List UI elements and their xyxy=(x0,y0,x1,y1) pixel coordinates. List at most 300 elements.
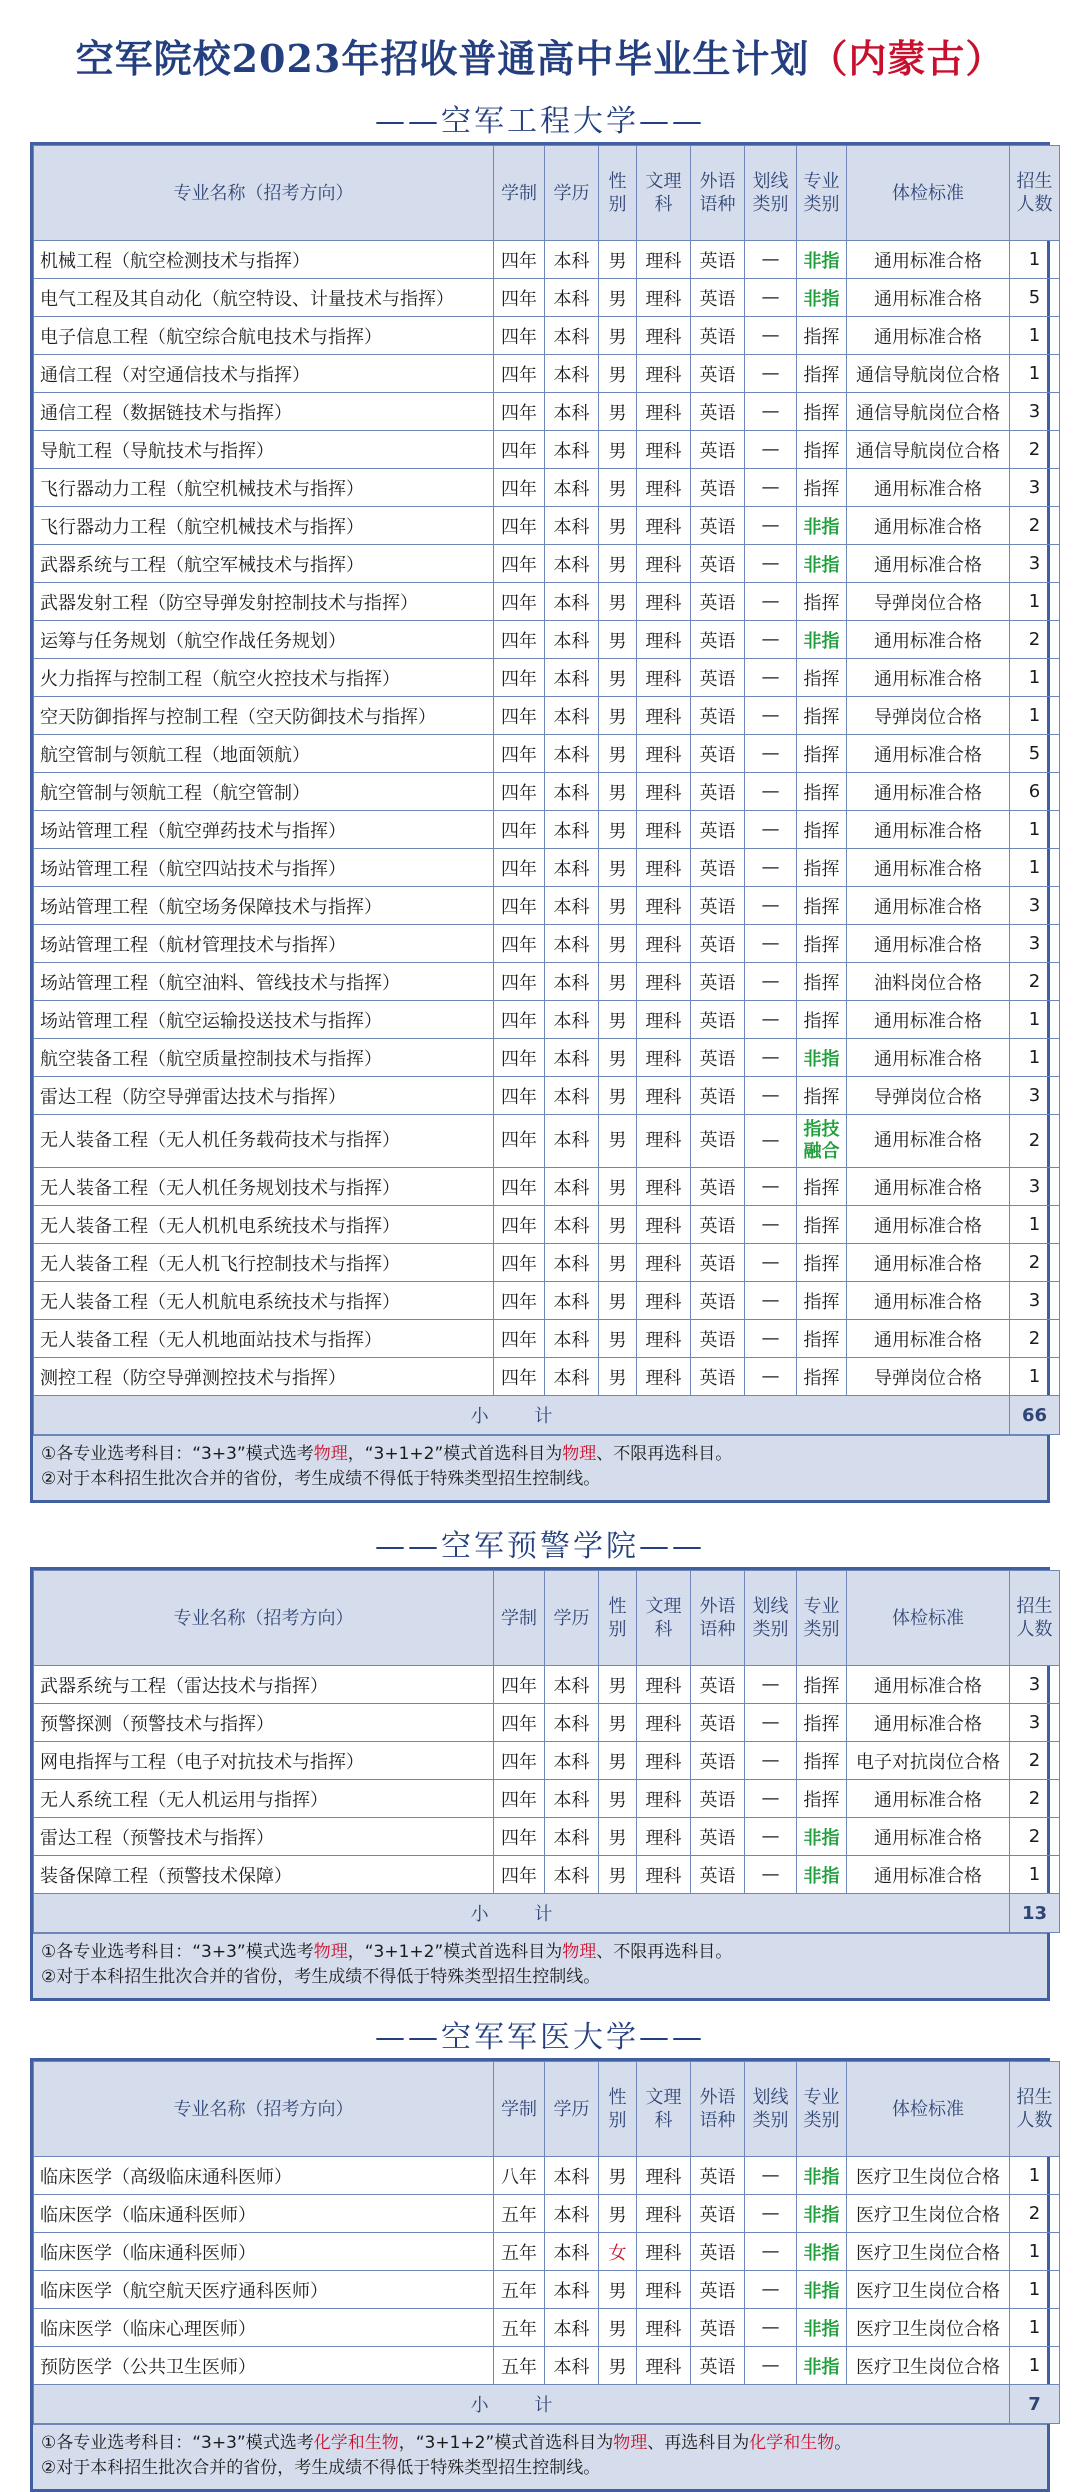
cell-xueli: 本科 xyxy=(545,811,599,849)
cell-tijian: 通用标准合格 xyxy=(847,469,1010,507)
cell-huaxian: — xyxy=(745,925,797,963)
cell-waiyu: 英语 xyxy=(691,773,745,811)
plan-table-frame xyxy=(30,2058,1053,2492)
cell-xueli: 本科 xyxy=(545,1856,599,1894)
cell-tijian: 导弹岗位合格 xyxy=(847,1358,1010,1396)
cell-xuezhi: 四年 xyxy=(494,1039,545,1077)
cell-name: 运筹与任务规划（航空作战任务规划） xyxy=(34,621,494,659)
table-row xyxy=(34,1818,1060,1856)
cell-wenli: 理科 xyxy=(637,887,691,925)
cell-wenli: 理科 xyxy=(637,2309,691,2347)
header-wenli: 文理科 xyxy=(637,146,691,241)
note-line-2: ②对于本科招生批次合并的省份，考生成绩不得低于特殊类型招生控制线。 xyxy=(41,1967,601,1987)
table-row xyxy=(34,1206,1060,1244)
table-row xyxy=(34,393,1060,431)
cell-waiyu: 英语 xyxy=(691,1282,745,1320)
table-row xyxy=(34,2233,1060,2271)
cell-huaxian: — xyxy=(745,1115,797,1168)
cell-waiyu: 英语 xyxy=(691,735,745,773)
cell-huaxian: — xyxy=(745,2271,797,2309)
cell-wenli: 理科 xyxy=(637,1282,691,1320)
cell-tijian: 通用标准合格 xyxy=(847,1856,1010,1894)
cell-xueli: 本科 xyxy=(545,1168,599,1206)
cell-xueli: 本科 xyxy=(545,1742,599,1780)
table-header-row xyxy=(34,1571,1060,1666)
cell-xingbie: 男 xyxy=(599,1206,637,1244)
plan-table-frame xyxy=(30,142,1053,1503)
cell-name: 火力指挥与控制工程（航空火控技术与指挥） xyxy=(34,659,494,697)
cell-xingbie: 男 xyxy=(599,1282,637,1320)
note-text: ①各专业选考科目：“3+3”模式选考 xyxy=(41,1444,314,1464)
cell-wenli: 理科 xyxy=(637,659,691,697)
cell-xingbie: 男 xyxy=(599,241,637,279)
cell-renshu: 1 xyxy=(1010,2271,1060,2309)
cell-xingbie: 男 xyxy=(599,1077,637,1115)
cell-zhuanye: 指挥 xyxy=(797,659,847,697)
cell-name: 装备保障工程（预警技术保障） xyxy=(34,1856,494,1894)
cell-xuezhi: 五年 xyxy=(494,2195,545,2233)
cell-xingbie: 男 xyxy=(599,2271,637,2309)
section-heading: ——空军工程大学—— xyxy=(375,104,705,139)
cell-renshu: 2 xyxy=(1010,1742,1060,1780)
table-row xyxy=(34,697,1060,735)
cell-tijian: 通用标准合格 xyxy=(847,1001,1010,1039)
cell-name: 电子信息工程（航空综合航电技术与指挥） xyxy=(34,317,494,355)
cell-name: 通信工程（对空通信技术与指挥） xyxy=(34,355,494,393)
note-text: ，“3+1+2”模式首选科目为 xyxy=(347,1942,563,1962)
cell-wenli: 理科 xyxy=(637,621,691,659)
cell-tijian: 电子对抗岗位合格 xyxy=(847,1742,1010,1780)
cell-tijian: 通用标准合格 xyxy=(847,279,1010,317)
cell-wenli: 理科 xyxy=(637,811,691,849)
cell-xueli: 本科 xyxy=(545,1244,599,1282)
cell-name: 电气工程及其自动化（航空特设、计量技术与指挥） xyxy=(34,279,494,317)
cell-huaxian: — xyxy=(745,1001,797,1039)
cell-huaxian: — xyxy=(745,1206,797,1244)
cell-xueli: 本科 xyxy=(545,1780,599,1818)
cell-zhuanye: 指挥 xyxy=(797,1742,847,1780)
note-text: ，“3+1+2”模式首选科目为 xyxy=(347,1444,563,1464)
header-name: 专业名称（招考方向） xyxy=(34,2062,494,2157)
cell-xuezhi: 四年 xyxy=(494,621,545,659)
cell-zhuanye: 非指 xyxy=(797,2347,847,2385)
cell-renshu: 1 xyxy=(1010,1001,1060,1039)
cell-renshu: 6 xyxy=(1010,773,1060,811)
cell-zhuanye: 指挥 xyxy=(797,963,847,1001)
cell-huaxian: — xyxy=(745,1244,797,1282)
table-row xyxy=(34,811,1060,849)
cell-xueli: 本科 xyxy=(545,469,599,507)
cell-huaxian: — xyxy=(745,2309,797,2347)
cell-zhuanye: 非指 xyxy=(797,545,847,583)
plan-table xyxy=(33,145,1060,1435)
cell-zhuanye: 指挥 xyxy=(797,1001,847,1039)
note-line-1 xyxy=(41,1442,1039,1467)
cell-tijian: 通用标准合格 xyxy=(847,1206,1010,1244)
cell-xingbie: 男 xyxy=(599,507,637,545)
cell-waiyu: 英语 xyxy=(691,1742,745,1780)
cell-xingbie: 男 xyxy=(599,583,637,621)
note-highlight: 物理 xyxy=(613,2433,648,2453)
cell-tijian: 通用标准合格 xyxy=(847,1039,1010,1077)
cell-tijian: 医疗卫生岗位合格 xyxy=(847,2157,1010,2195)
table-row xyxy=(34,621,1060,659)
cell-xuezhi: 四年 xyxy=(494,507,545,545)
cell-name: 临床医学（高级临床通科医师） xyxy=(34,2157,494,2195)
cell-waiyu: 英语 xyxy=(691,545,745,583)
table-row xyxy=(34,963,1060,1001)
subtotal-value: 13 xyxy=(1010,1894,1060,1933)
table-row xyxy=(34,507,1060,545)
cell-zhuanye: 指挥 xyxy=(797,431,847,469)
cell-renshu: 3 xyxy=(1010,545,1060,583)
cell-name: 临床医学（航空航天医疗通科医师） xyxy=(34,2271,494,2309)
cell-xingbie: 男 xyxy=(599,1666,637,1704)
cell-xueli: 本科 xyxy=(545,2347,599,2385)
cell-huaxian: — xyxy=(745,355,797,393)
cell-xingbie: 男 xyxy=(599,1168,637,1206)
cell-huaxian: — xyxy=(745,697,797,735)
cell-huaxian: — xyxy=(745,773,797,811)
table-row xyxy=(34,1742,1060,1780)
subtotal-label: 小 计 xyxy=(34,1894,1010,1933)
cell-tijian: 通用标准合格 xyxy=(847,241,1010,279)
cell-huaxian: — xyxy=(745,1704,797,1742)
cell-huaxian: — xyxy=(745,1320,797,1358)
cell-waiyu: 英语 xyxy=(691,355,745,393)
cell-xuezhi: 四年 xyxy=(494,1818,545,1856)
cell-xuezhi: 四年 xyxy=(494,1742,545,1780)
table-row xyxy=(34,849,1060,887)
cell-renshu: 1 xyxy=(1010,1206,1060,1244)
cell-xingbie: 男 xyxy=(599,431,637,469)
cell-xueli: 本科 xyxy=(545,1039,599,1077)
cell-xueli: 本科 xyxy=(545,241,599,279)
cell-xueli: 本科 xyxy=(545,2157,599,2195)
header-xuezhi: 学制 xyxy=(494,2062,545,2157)
table-row xyxy=(34,2195,1060,2233)
cell-xuezhi: 四年 xyxy=(494,659,545,697)
cell-huaxian: — xyxy=(745,2195,797,2233)
cell-name: 飞行器动力工程（航空机械技术与指挥） xyxy=(34,507,494,545)
cell-xuezhi: 四年 xyxy=(494,1704,545,1742)
cell-xueli: 本科 xyxy=(545,963,599,1001)
cell-waiyu: 英语 xyxy=(691,2271,745,2309)
note-text: ①各专业选考科目：“3+3”模式选考 xyxy=(41,2433,314,2453)
subtotal-row xyxy=(34,1396,1060,1435)
cell-zhuanye: 非指 xyxy=(797,621,847,659)
cell-zhuanye: 指挥 xyxy=(797,355,847,393)
cell-xueli: 本科 xyxy=(545,2233,599,2271)
cell-tijian: 通用标准合格 xyxy=(847,887,1010,925)
cell-zhuanye: 指挥 xyxy=(797,1206,847,1244)
cell-huaxian: — xyxy=(745,1039,797,1077)
cell-wenli: 理科 xyxy=(637,2233,691,2271)
header-tijian: 体检标准 xyxy=(847,2062,1010,2157)
table-row xyxy=(34,1168,1060,1206)
cell-name: 无人系统工程（无人机运用与指挥） xyxy=(34,1780,494,1818)
cell-waiyu: 英语 xyxy=(691,1780,745,1818)
cell-xuezhi: 四年 xyxy=(494,1282,545,1320)
cell-tijian: 通用标准合格 xyxy=(847,811,1010,849)
cell-wenli: 理科 xyxy=(637,507,691,545)
cell-tijian: 通用标准合格 xyxy=(847,1168,1010,1206)
header-xingbie: 性别 xyxy=(599,146,637,241)
table-row xyxy=(34,241,1060,279)
cell-tijian: 通用标准合格 xyxy=(847,1780,1010,1818)
cell-waiyu: 英语 xyxy=(691,811,745,849)
cell-xuezhi: 四年 xyxy=(494,1244,545,1282)
table-row xyxy=(34,887,1060,925)
cell-wenli: 理科 xyxy=(637,1077,691,1115)
header-renshu: 招生人数 xyxy=(1010,1571,1060,1666)
cell-name: 武器系统与工程（航空军械技术与指挥） xyxy=(34,545,494,583)
cell-zhuanye: 指挥 xyxy=(797,1780,847,1818)
cell-xingbie: 男 xyxy=(599,545,637,583)
cell-xueli: 本科 xyxy=(545,1704,599,1742)
note-highlight: 物理 xyxy=(313,1942,348,1962)
cell-zhuanye: 指挥 xyxy=(797,697,847,735)
cell-wenli: 理科 xyxy=(637,1168,691,1206)
cell-xueli: 本科 xyxy=(545,1666,599,1704)
cell-xingbie: 男 xyxy=(599,1320,637,1358)
cell-tijian: 通用标准合格 xyxy=(847,659,1010,697)
cell-huaxian: — xyxy=(745,279,797,317)
table-header-row xyxy=(34,2062,1060,2157)
selection-note xyxy=(33,1933,1047,1998)
cell-xuezhi: 四年 xyxy=(494,393,545,431)
cell-renshu: 2 xyxy=(1010,621,1060,659)
cell-xueli: 本科 xyxy=(545,1358,599,1396)
cell-name: 预防医学（公共卫生医师） xyxy=(34,2347,494,2385)
cell-renshu: 3 xyxy=(1010,393,1060,431)
cell-name: 场站管理工程（航空四站技术与指挥） xyxy=(34,849,494,887)
cell-renshu: 2 xyxy=(1010,507,1060,545)
cell-zhuanye: 非指 xyxy=(797,1856,847,1894)
cell-waiyu: 英语 xyxy=(691,2157,745,2195)
cell-waiyu: 英语 xyxy=(691,1704,745,1742)
note-line-2: ②对于本科招生批次合并的省份，考生成绩不得低于特殊类型招生控制线。 xyxy=(41,1469,601,1489)
note-highlight: 物理 xyxy=(313,1444,348,1464)
cell-xueli: 本科 xyxy=(545,1115,599,1168)
header-waiyu: 外语语种 xyxy=(691,1571,745,1666)
cell-zhuanye: 指挥 xyxy=(797,1077,847,1115)
cell-name: 临床医学（临床通科医师） xyxy=(34,2195,494,2233)
page-title xyxy=(0,28,1080,83)
header-name: 专业名称（招考方向） xyxy=(34,1571,494,1666)
cell-huaxian: — xyxy=(745,1358,797,1396)
cell-huaxian: — xyxy=(745,469,797,507)
cell-xuezhi: 四年 xyxy=(494,1077,545,1115)
cell-huaxian: — xyxy=(745,1818,797,1856)
subtotal-value: 7 xyxy=(1010,2385,1060,2424)
cell-name: 航空管制与领航工程（航空管制） xyxy=(34,773,494,811)
cell-huaxian: — xyxy=(745,887,797,925)
cell-waiyu: 英语 xyxy=(691,849,745,887)
cell-wenli: 理科 xyxy=(637,279,691,317)
cell-tijian: 通用标准合格 xyxy=(847,1244,1010,1282)
cell-name: 场站管理工程（航空运输投送技术与指挥） xyxy=(34,1001,494,1039)
section-heading: ——空军军医大学—— xyxy=(375,2020,705,2055)
cell-tijian: 通用标准合格 xyxy=(847,1282,1010,1320)
cell-waiyu: 英语 xyxy=(691,1115,745,1168)
cell-xueli: 本科 xyxy=(545,735,599,773)
cell-xingbie: 男 xyxy=(599,925,637,963)
table-row xyxy=(34,1001,1060,1039)
header-xuezhi: 学制 xyxy=(494,146,545,241)
cell-xingbie: 男 xyxy=(599,1358,637,1396)
cell-zhuanye: 指挥 xyxy=(797,887,847,925)
cell-waiyu: 英语 xyxy=(691,393,745,431)
cell-xuezhi: 四年 xyxy=(494,545,545,583)
cell-xingbie: 男 xyxy=(599,2157,637,2195)
cell-name: 临床医学（临床通科医师） xyxy=(34,2233,494,2271)
cell-renshu: 2 xyxy=(1010,963,1060,1001)
cell-huaxian: — xyxy=(745,1168,797,1206)
cell-xuezhi: 四年 xyxy=(494,469,545,507)
cell-wenli: 理科 xyxy=(637,1666,691,1704)
header-huaxian: 划线类别 xyxy=(745,1571,797,1666)
cell-renshu: 2 xyxy=(1010,1780,1060,1818)
cell-huaxian: — xyxy=(745,811,797,849)
cell-renshu: 1 xyxy=(1010,583,1060,621)
cell-xueli: 本科 xyxy=(545,1206,599,1244)
cell-name: 预警探测（预警技术与指挥） xyxy=(34,1704,494,1742)
cell-zhuanye: 指挥 xyxy=(797,1168,847,1206)
cell-huaxian: — xyxy=(745,735,797,773)
cell-wenli: 理科 xyxy=(637,2195,691,2233)
cell-name: 无人装备工程（无人机任务载荷技术与指挥） xyxy=(34,1115,494,1168)
note-highlight: 物理 xyxy=(562,1444,597,1464)
cell-huaxian: — xyxy=(745,2233,797,2271)
cell-xuezhi: 四年 xyxy=(494,963,545,1001)
cell-zhuanye: 非指 xyxy=(797,1039,847,1077)
cell-zhuanye: 非指 xyxy=(797,2157,847,2195)
cell-tijian: 导弹岗位合格 xyxy=(847,583,1010,621)
cell-xingbie: 男 xyxy=(599,317,637,355)
table-row xyxy=(34,279,1060,317)
cell-wenli: 理科 xyxy=(637,393,691,431)
cell-xingbie: 男 xyxy=(599,2195,637,2233)
header-renshu: 招生人数 xyxy=(1010,146,1060,241)
note-text: 、不限再选科目。 xyxy=(596,1444,733,1464)
cell-wenli: 理科 xyxy=(637,849,691,887)
cell-wenli: 理科 xyxy=(637,1206,691,1244)
cell-tijian: 医疗卫生岗位合格 xyxy=(847,2309,1010,2347)
header-waiyu: 外语语种 xyxy=(691,2062,745,2157)
cell-zhuanye: 指挥 xyxy=(797,735,847,773)
cell-tijian: 通用标准合格 xyxy=(847,621,1010,659)
cell-renshu: 2 xyxy=(1010,1115,1060,1168)
cell-wenli: 理科 xyxy=(637,1115,691,1168)
cell-waiyu: 英语 xyxy=(691,621,745,659)
table-row xyxy=(34,1039,1060,1077)
cell-xingbie: 男 xyxy=(599,355,637,393)
cell-wenli: 理科 xyxy=(637,583,691,621)
cell-wenli: 理科 xyxy=(637,241,691,279)
header-huaxian: 划线类别 xyxy=(745,146,797,241)
cell-tijian: 医疗卫生岗位合格 xyxy=(847,2347,1010,2385)
cell-name: 航空装备工程（航空质量控制技术与指挥） xyxy=(34,1039,494,1077)
cell-tijian: 医疗卫生岗位合格 xyxy=(847,2233,1010,2271)
cell-wenli: 理科 xyxy=(637,773,691,811)
title-region: （内蒙古） xyxy=(809,36,1005,81)
table-row xyxy=(34,2309,1060,2347)
cell-renshu: 2 xyxy=(1010,1818,1060,1856)
cell-waiyu: 英语 xyxy=(691,431,745,469)
cell-renshu: 1 xyxy=(1010,2309,1060,2347)
cell-xuezhi: 四年 xyxy=(494,279,545,317)
cell-xingbie: 男 xyxy=(599,469,637,507)
cell-waiyu: 英语 xyxy=(691,1358,745,1396)
cell-zhuanye: 指挥 xyxy=(797,1704,847,1742)
cell-xueli: 本科 xyxy=(545,2271,599,2309)
cell-xueli: 本科 xyxy=(545,887,599,925)
note-highlight: 物理 xyxy=(562,1942,597,1962)
table-row xyxy=(34,1704,1060,1742)
cell-wenli: 理科 xyxy=(637,2271,691,2309)
cell-name: 导航工程（导航技术与指挥） xyxy=(34,431,494,469)
cell-tijian: 通信导航岗位合格 xyxy=(847,431,1010,469)
cell-wenli: 理科 xyxy=(637,545,691,583)
cell-name: 无人装备工程（无人机航电系统技术与指挥） xyxy=(34,1282,494,1320)
table-row xyxy=(34,659,1060,697)
cell-tijian: 油料岗位合格 xyxy=(847,963,1010,1001)
table-row xyxy=(34,1282,1060,1320)
cell-tijian: 导弹岗位合格 xyxy=(847,1077,1010,1115)
table-row xyxy=(34,735,1060,773)
cell-wenli: 理科 xyxy=(637,1742,691,1780)
table-row xyxy=(34,469,1060,507)
cell-waiyu: 英语 xyxy=(691,279,745,317)
table-row xyxy=(34,1856,1060,1894)
cell-waiyu: 英语 xyxy=(691,1244,745,1282)
cell-xuezhi: 四年 xyxy=(494,735,545,773)
cell-renshu: 1 xyxy=(1010,2347,1060,2385)
cell-xuezhi: 四年 xyxy=(494,1856,545,1894)
table-row xyxy=(34,2347,1060,2385)
cell-renshu: 3 xyxy=(1010,1168,1060,1206)
cell-zhuanye: 指挥 xyxy=(797,583,847,621)
cell-xueli: 本科 xyxy=(545,2195,599,2233)
cell-xingbie: 男 xyxy=(599,1039,637,1077)
selection-note xyxy=(33,1435,1047,1500)
cell-xuezhi: 四年 xyxy=(494,1168,545,1206)
cell-waiyu: 英语 xyxy=(691,2347,745,2385)
cell-renshu: 2 xyxy=(1010,431,1060,469)
subtotal-label: 小 计 xyxy=(34,2385,1010,2424)
cell-xuezhi: 四年 xyxy=(494,925,545,963)
cell-renshu: 2 xyxy=(1010,1244,1060,1282)
cell-waiyu: 英语 xyxy=(691,1320,745,1358)
cell-zhuanye: 指挥 xyxy=(797,1666,847,1704)
cell-renshu: 5 xyxy=(1010,279,1060,317)
header-xueli: 学历 xyxy=(545,2062,599,2157)
subtotal-label: 小 计 xyxy=(34,1396,1010,1435)
cell-renshu: 3 xyxy=(1010,1704,1060,1742)
cell-renshu: 1 xyxy=(1010,2157,1060,2195)
cell-xingbie: 男 xyxy=(599,659,637,697)
cell-zhuanye: 指挥 xyxy=(797,811,847,849)
cell-tijian: 通用标准合格 xyxy=(847,545,1010,583)
cell-name: 通信工程（数据链技术与指挥） xyxy=(34,393,494,431)
header-name: 专业名称（招考方向） xyxy=(34,146,494,241)
cell-xuezhi: 四年 xyxy=(494,1320,545,1358)
cell-zhuanye: 指挥 xyxy=(797,469,847,507)
cell-xingbie: 男 xyxy=(599,887,637,925)
table-row xyxy=(34,925,1060,963)
cell-name: 空天防御指挥与控制工程（空天防御技术与指挥） xyxy=(34,697,494,735)
